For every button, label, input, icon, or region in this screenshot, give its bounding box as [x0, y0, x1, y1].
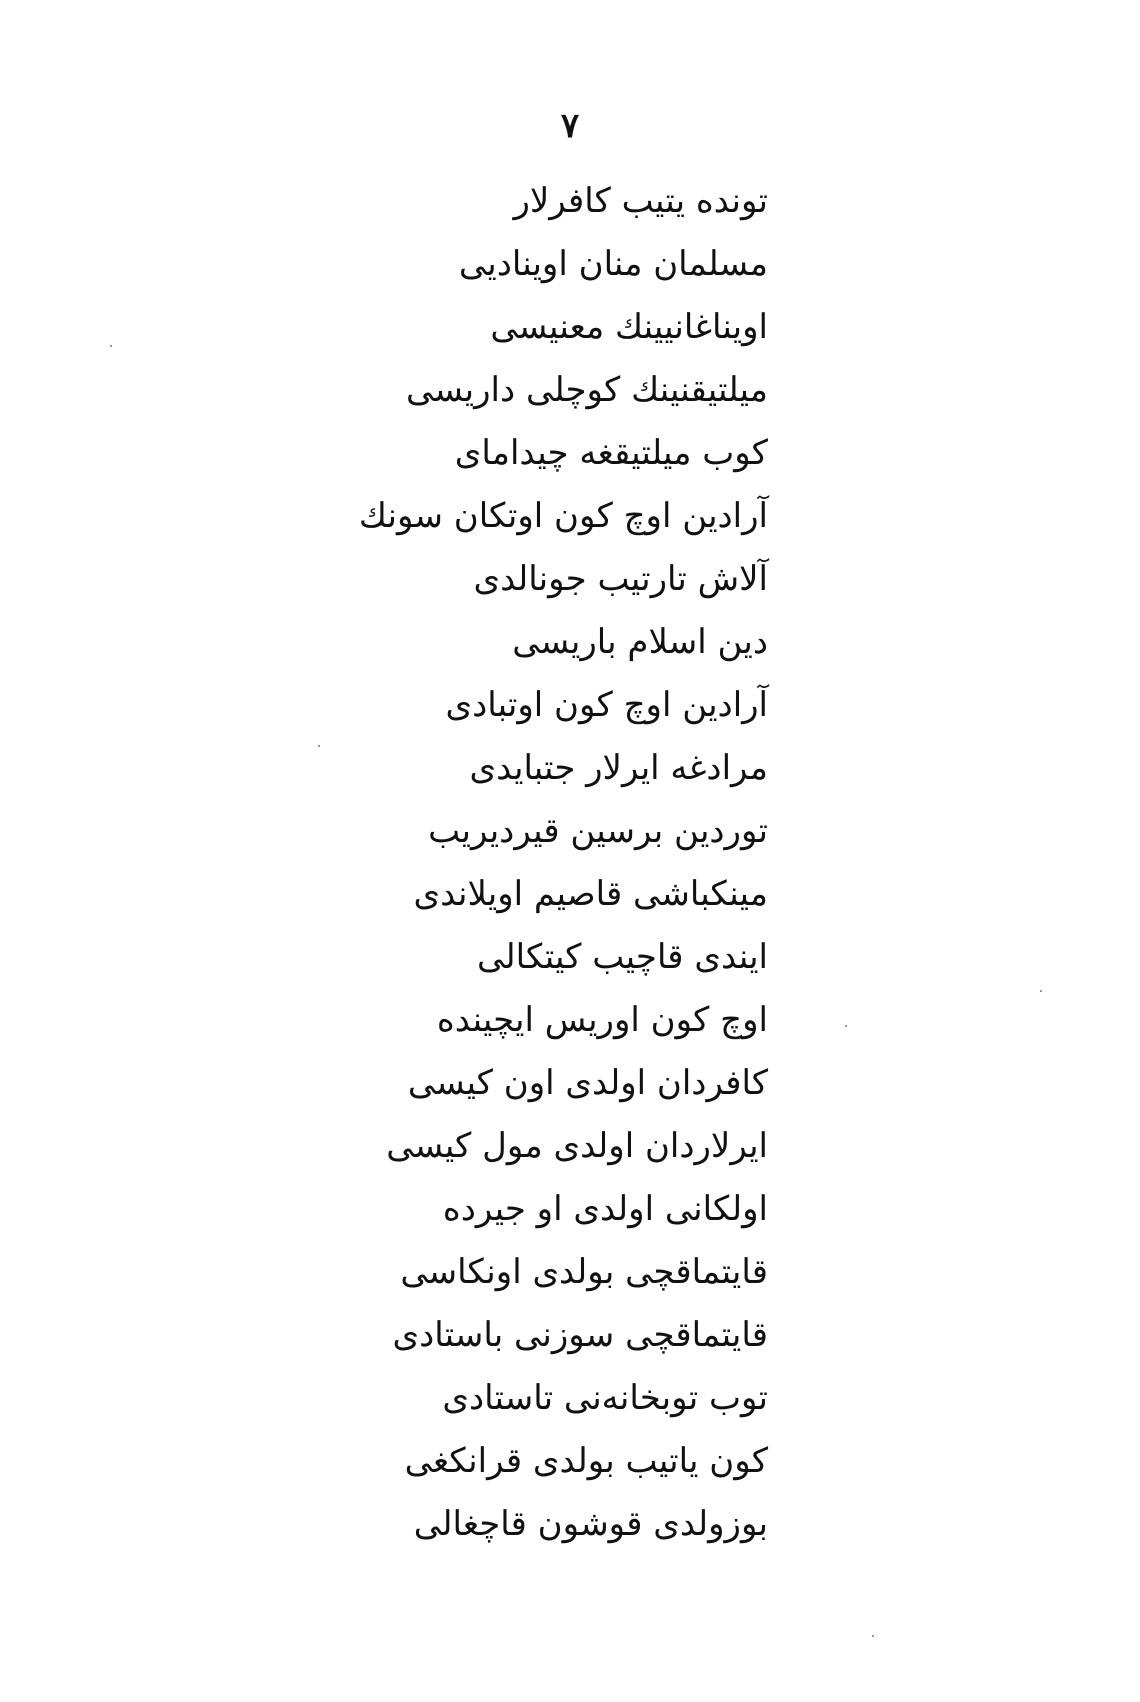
verse-line: كافردان اولدى اون كيسى — [407, 1063, 768, 1103]
verse-line: آرادين اوچ كون اوتكان سونك — [358, 496, 768, 536]
verse-line: آرادين اوچ كون اوتبادى — [445, 685, 768, 725]
verse-line: اويناغانيينك معنيسى — [490, 307, 768, 347]
verse-line: مرادغه ايرلار جتبايدى — [469, 748, 768, 788]
verse-line: توب توبخانه‌نى تاستادى — [442, 1378, 768, 1418]
verse-line: ميلتيقنينك كوچلى داريسى — [406, 370, 768, 410]
verse-line: اوچ كون اوريس ايچينده — [436, 1000, 768, 1040]
paper-speck — [872, 1635, 874, 1637]
verse-line: تونده يتيب كافرلار — [513, 181, 768, 221]
verse-block — [359, 170, 768, 1556]
verse-line: دين اسلام باريسى — [512, 622, 768, 662]
verse-line: مسلمان منان اويناديى — [458, 244, 768, 284]
verse-line: بوزولدى قوشون قاچغالى — [413, 1504, 768, 1544]
verse-line: آلاش تارتيب جونالدى — [473, 559, 768, 599]
verse-line: مينكباشى قاصيم اويلاندى — [413, 874, 768, 914]
verse-line: ايندى قاچيب كيتكالى — [476, 937, 768, 977]
verse-line: قايتماقچى بولدى اونكاسى — [400, 1252, 768, 1292]
verse-line: اولكانى اولدى او جيرده — [442, 1189, 768, 1229]
verse-line: قايتماقچى سوزنى باستادى — [392, 1315, 768, 1355]
paper-speck — [318, 745, 320, 747]
verse-line: كون ياتيب بولدى قرانكغى — [404, 1441, 768, 1481]
verse-line: ايرلاردان اولدى مول كيسى — [386, 1126, 768, 1166]
paper-speck — [110, 345, 112, 347]
paper-speck — [1040, 990, 1042, 992]
paper-speck — [845, 1025, 847, 1027]
verse-line: كوب ميلتيقغه چيداماى — [454, 433, 768, 473]
verse-line: توردين برسين قيرديريب — [428, 811, 768, 851]
page-number: ٧ — [560, 106, 580, 146]
